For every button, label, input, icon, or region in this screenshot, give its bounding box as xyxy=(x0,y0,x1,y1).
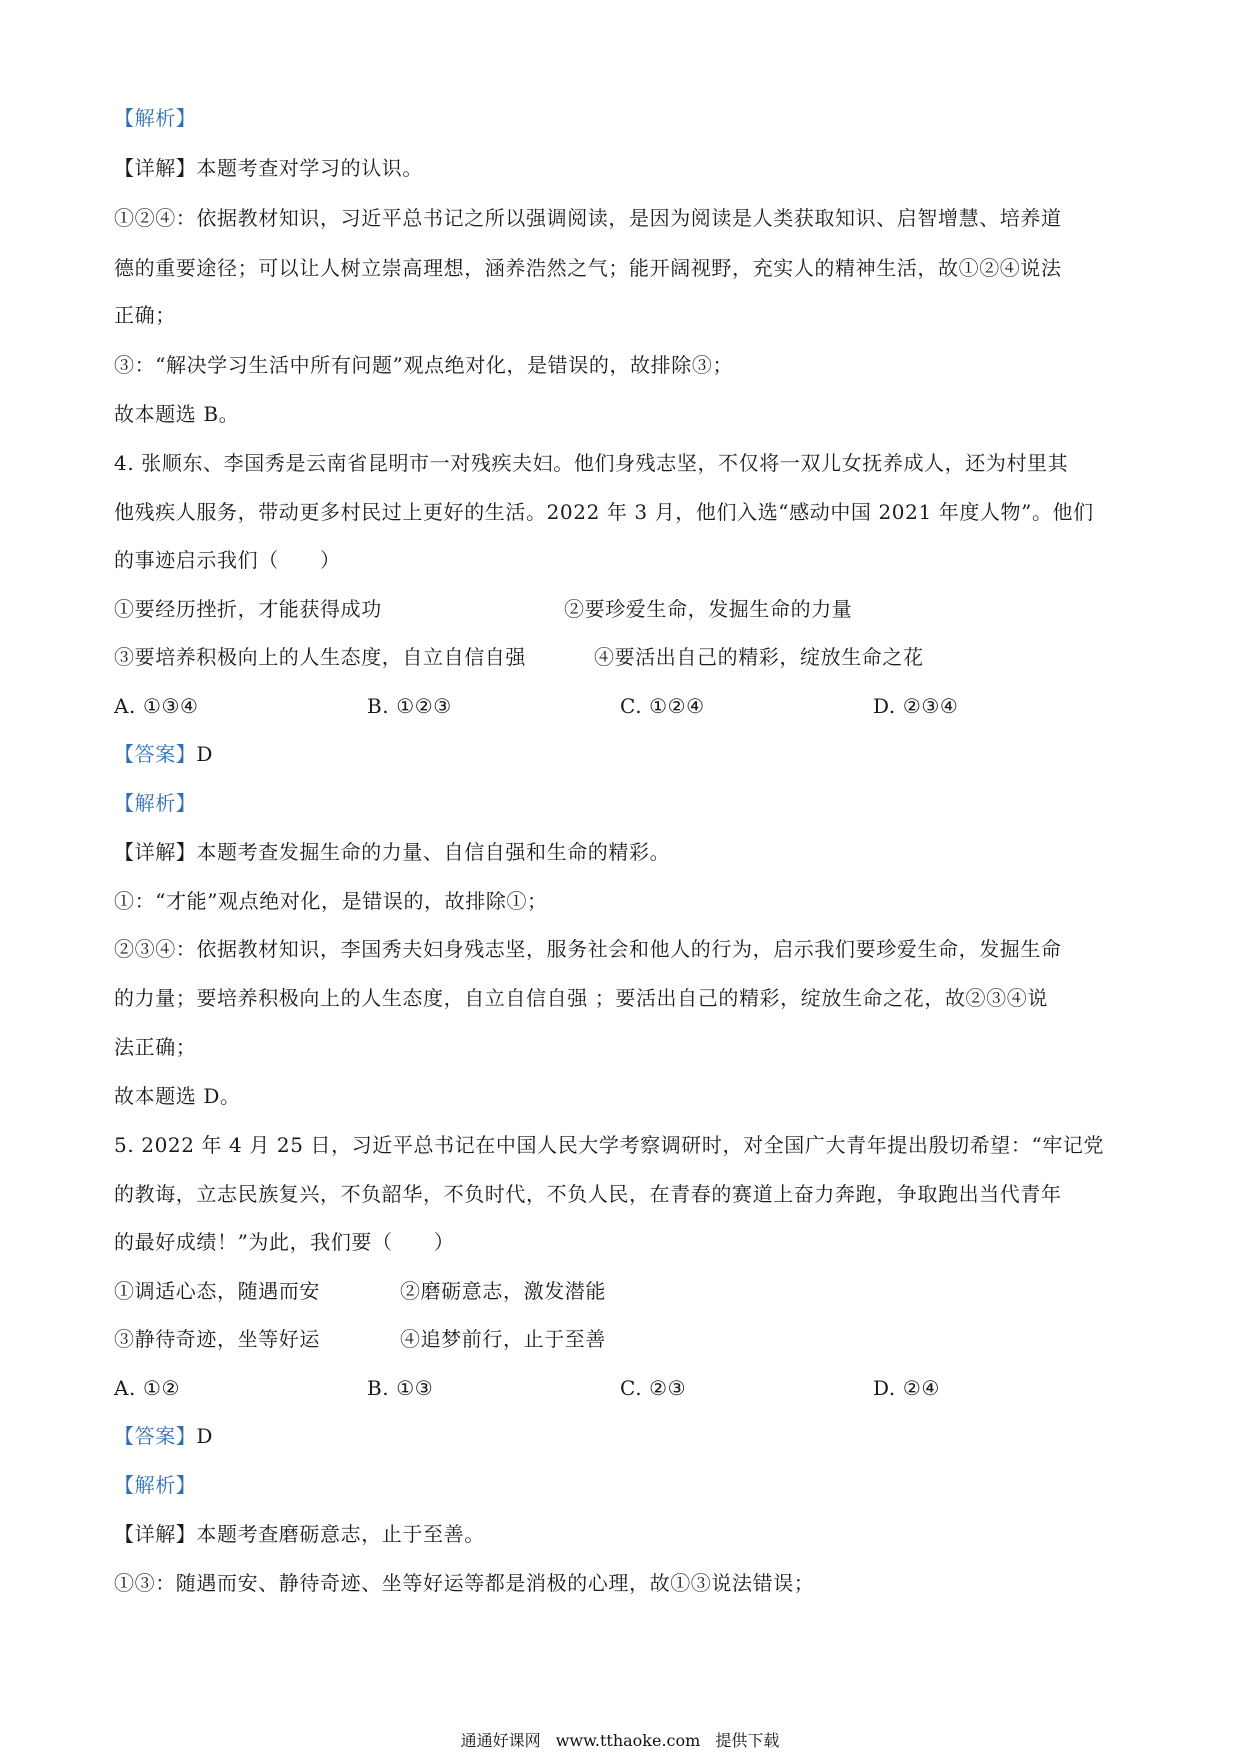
q3-detail: 【详解】本题考查对学习的认识。 xyxy=(114,156,423,180)
q4-conclusion: 故本题选 D。 xyxy=(114,1084,241,1108)
page-footer xyxy=(0,1731,1240,1751)
q5-stem-line: 的教诲，立志民族复兴，不负韶华，不负时代，不负人民，在青春的赛道上奋力奔跑，争取跑出当代青年 xyxy=(114,1182,1062,1206)
q5-choice-b: B. ①③ xyxy=(367,1376,434,1400)
q4-option: ④要活出自己的精彩，绽放生命之花 xyxy=(594,645,924,669)
q3-explanation-line: 德的重要途径；可以让人树立崇高理想，涵养浩然之气；能开阔视野，充实人的精神生活，故①②④说法 xyxy=(114,256,1062,280)
q4-explanation-line: ①：“才能”观点绝对化，是错误的，故排除①； xyxy=(114,889,548,913)
q5-option: ②磨砺意志，激发潜能 xyxy=(400,1279,606,1303)
q5-stem-line: 5. 2022 年 4 月 25 日，习近平总书记在中国人民大学考察调研时，对全国广大青年提出殷切希望：“牢记党 xyxy=(114,1133,1105,1157)
q4-stem-line: 他残疾人服务，带动更多村民过上更好的生活。2022 年 3 月，他们入选“感动中国 2021 年度人物”。他们 xyxy=(114,500,1094,524)
q5-stem-line: 的最好成绩！”为此，我们要（ ） xyxy=(114,1230,455,1254)
q4-explanation-line: 法正确； xyxy=(114,1035,197,1059)
q4-answer xyxy=(114,742,213,766)
q5-detail: 【详解】本题考查磨砺意志，止于至善。 xyxy=(114,1522,485,1546)
q4-option: ②要珍爱生命，发掘生命的力量 xyxy=(564,597,853,621)
analysis-tag: 【解析】 xyxy=(114,106,197,130)
analysis-tag: 【解析】 xyxy=(114,791,197,815)
q5-option: ④追梦前行，止于至善 xyxy=(400,1327,606,1351)
q3-conclusion: 故本题选 B。 xyxy=(114,402,240,426)
q4-explanation-line: ②③④：依据教材知识，李国秀夫妇身残志坚，服务社会和他人的行为，启示我们要珍爱生命，发掘生命 xyxy=(114,937,1062,961)
q3-explanation-line: ③：“解决学习生活中所有问题”观点绝对化，是错误的，故排除③； xyxy=(114,353,734,377)
q5-choice-d: D. ②④ xyxy=(873,1376,940,1400)
q5-option: ①调适心态，随遇而安 xyxy=(114,1279,320,1303)
q4-answer-value: D xyxy=(196,742,214,766)
footer-url[interactable]: www.tthaoke.com xyxy=(555,1731,701,1750)
q4-choice-c: C. ①②④ xyxy=(620,694,705,718)
q5-choice-c: C. ②③ xyxy=(620,1376,687,1400)
q4-explanation-line: 的力量；要培养积极向上的人生态度，自立自信自强 ；要活出自己的精彩，绽放生命之花，故②③④说 xyxy=(114,986,1048,1010)
q4-detail: 【详解】本题考查发掘生命的力量、自信自强和生命的精彩。 xyxy=(114,840,671,864)
footer-site-name: 通通好课网 xyxy=(460,1731,541,1750)
q4-choice-d: D. ②③④ xyxy=(873,694,959,718)
answer-tag: 【答案】 xyxy=(114,742,197,766)
analysis-tag: 【解析】 xyxy=(114,1473,197,1497)
q4-choice-a: A. ①③④ xyxy=(114,694,199,718)
q5-choice-a: A. ①② xyxy=(114,1376,181,1400)
q5-option: ③静待奇迹，坐等好运 xyxy=(114,1327,320,1351)
footer-note: 提供下载 xyxy=(715,1731,780,1750)
q4-option: ①要经历挫折，才能获得成功 xyxy=(114,597,382,621)
q4-option: ③要培养积极向上的人生态度，自立自信自强 xyxy=(114,645,526,669)
q5-answer xyxy=(114,1424,213,1448)
q3-explanation-line: 正确； xyxy=(114,303,176,327)
answer-tag: 【答案】 xyxy=(114,1424,197,1448)
q3-explanation-line: ①②④：依据教材知识，习近平总书记之所以强调阅读，是因为阅读是人类获取知识、启智增慧、培养道 xyxy=(114,206,1062,230)
q4-stem-line: 4. 张顺东、李国秀是云南省昆明市一对残疾夫妇。他们身残志坚，不仅将一双儿女抚养成人，还为村里其 xyxy=(114,451,1069,475)
q4-choice-b: B. ①②③ xyxy=(367,694,452,718)
q5-explanation-line: ①③：随遇而安、静待奇迹、坐等好运等都是消极的心理，故①③说法错误； xyxy=(114,1571,815,1595)
q5-answer-value: D xyxy=(196,1424,214,1448)
q4-stem-line: 的事迹启示我们（ ） xyxy=(114,548,341,572)
